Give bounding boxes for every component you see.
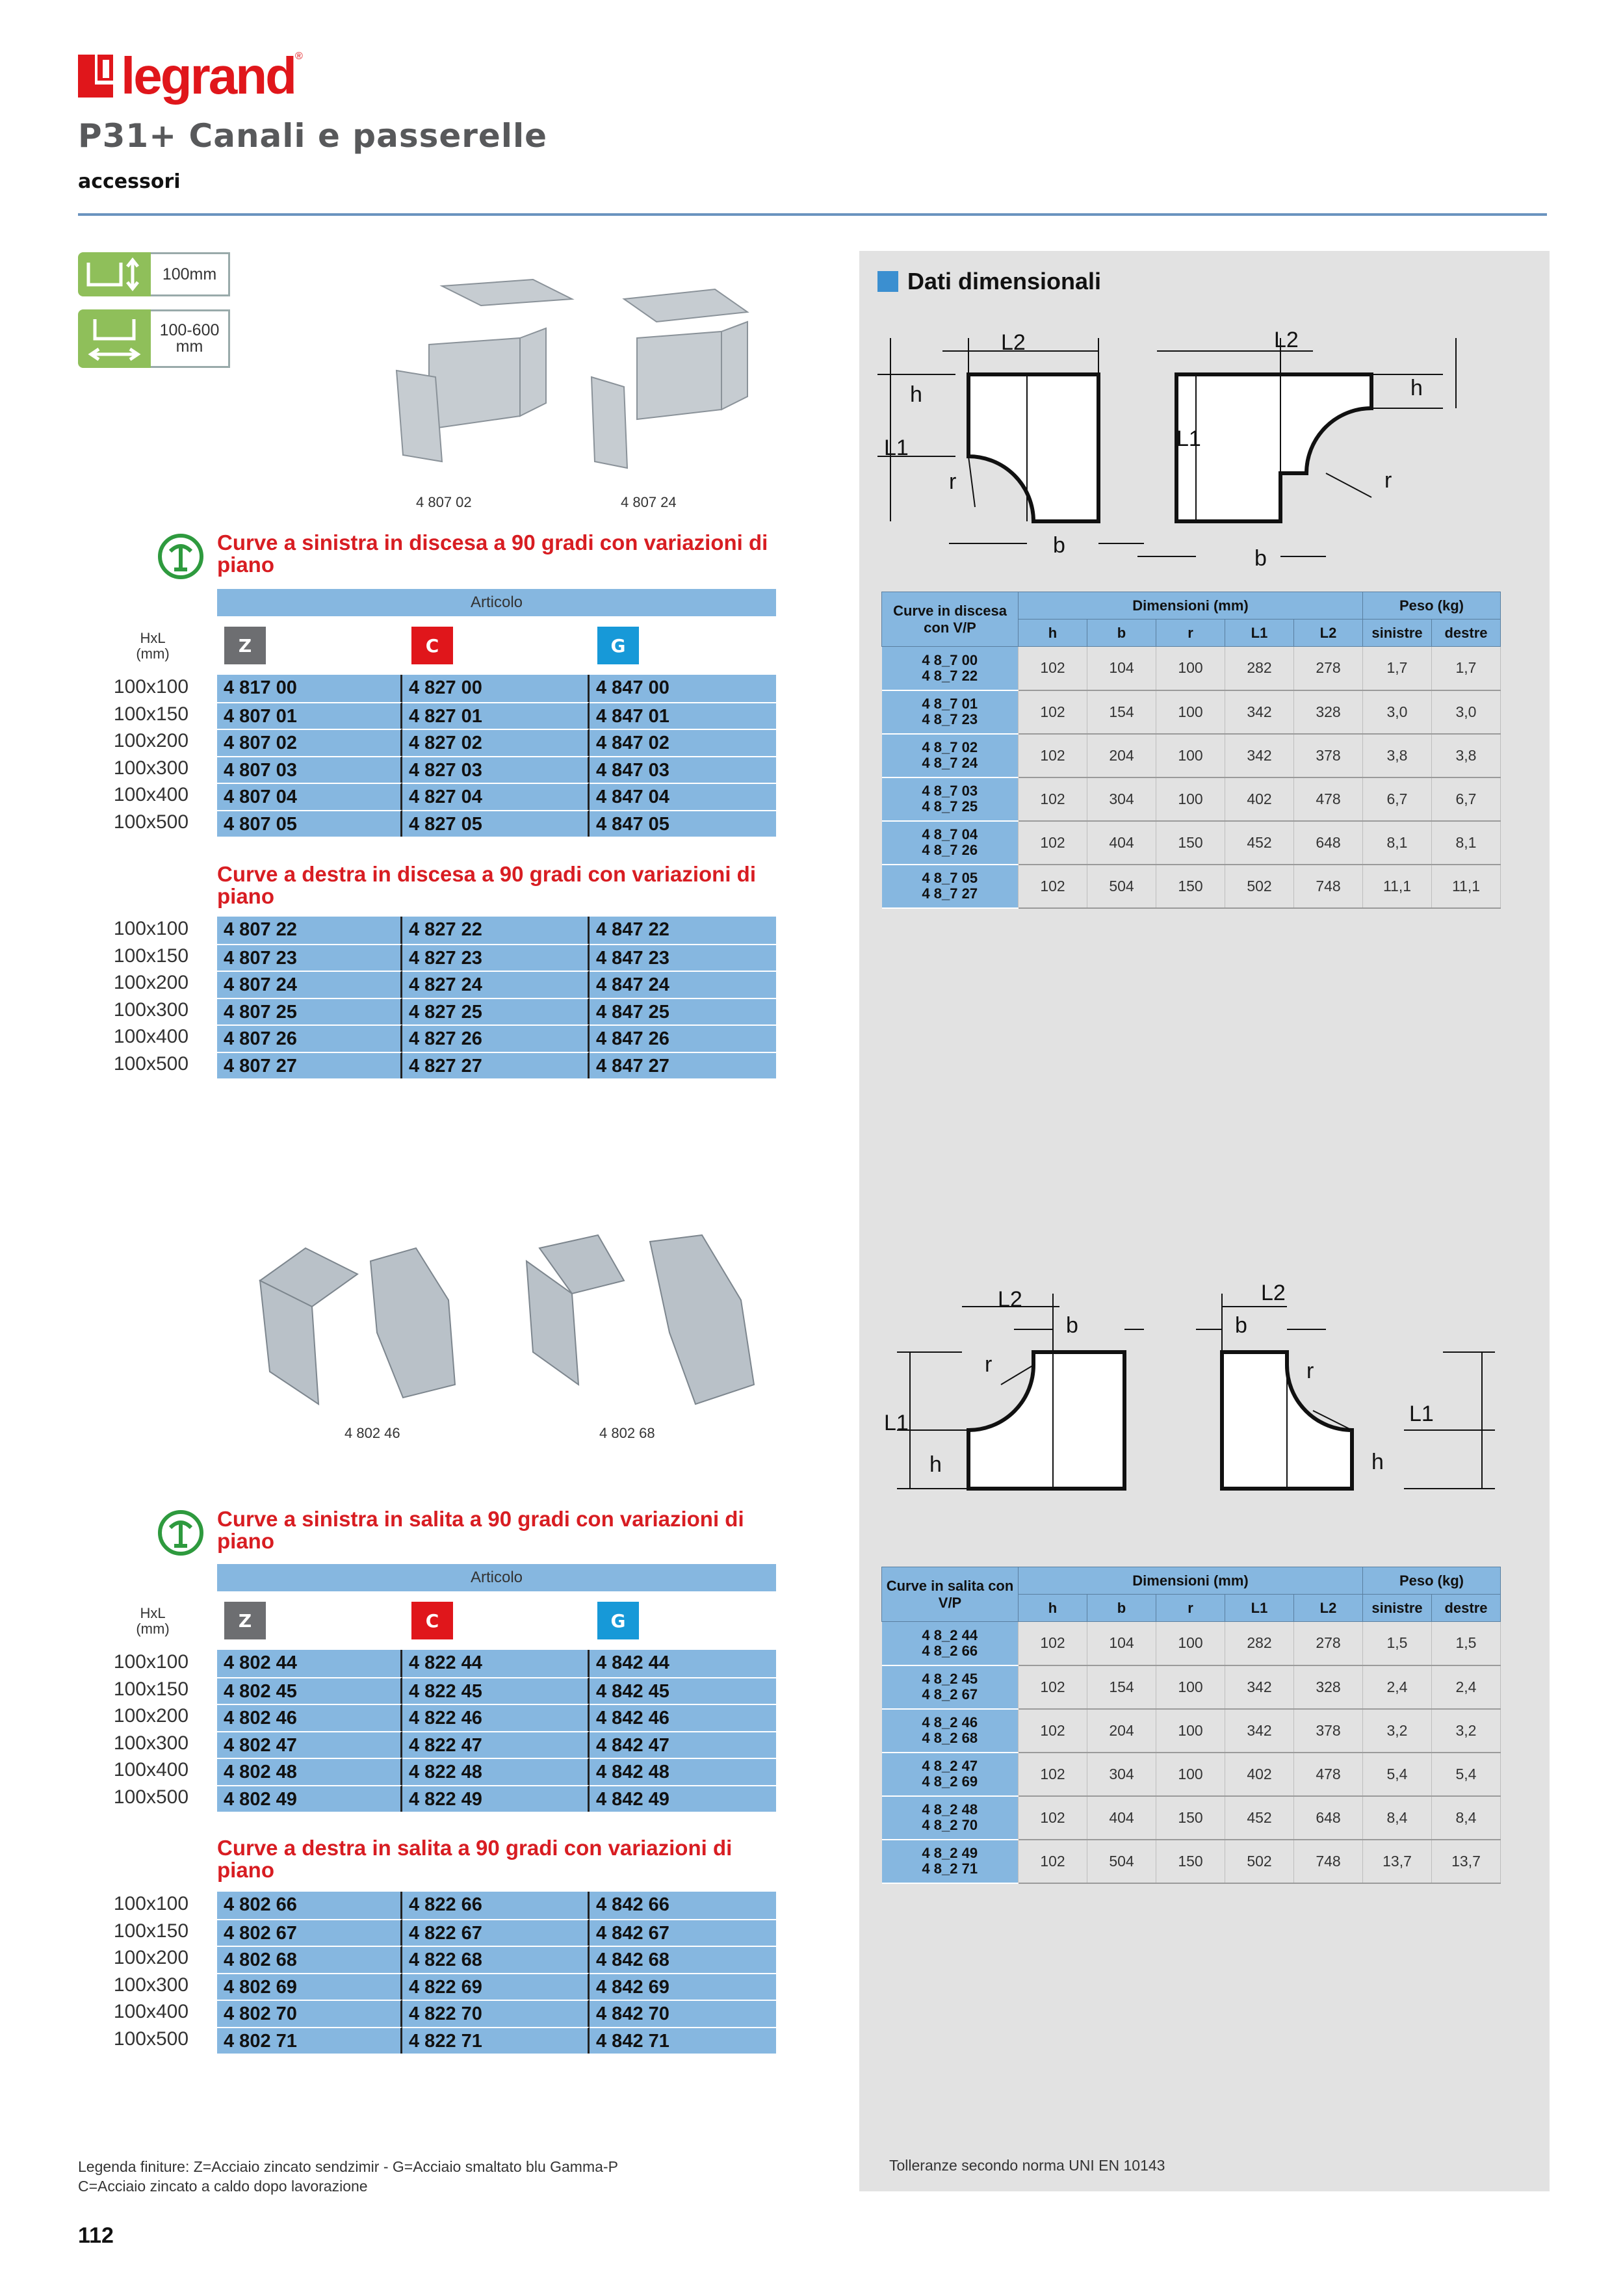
finish-g-badge: G bbox=[597, 1602, 639, 1639]
photo-caption-4-802-68: 4 802 68 bbox=[599, 1425, 655, 1441]
legrand-mark-icon bbox=[78, 55, 113, 98]
dimensions-group-header: Dimensioni (mm) bbox=[1019, 1567, 1363, 1595]
finish-z-badge: Z bbox=[224, 1602, 266, 1639]
table-row: 4 8_7 04 4 8_7 26 102 404 150 452 648 8,1 8,1 bbox=[882, 821, 1501, 865]
svg-text:b: b bbox=[1066, 1313, 1078, 1338]
page-title: P31+ Canali e passerelle bbox=[78, 117, 548, 155]
section-title-left-descent: Curve a sinistra in discesa a 90 gradi con variazioni di piano bbox=[217, 530, 768, 577]
certification-mark-icon bbox=[156, 1508, 205, 1558]
photo-caption-4-807-02: 4 807 02 bbox=[416, 494, 472, 510]
table-row: 4 8_2 47 4 8_2 69 102 304 100 402 478 5,4 5,4 bbox=[882, 1753, 1501, 1796]
svg-text:L1: L1 bbox=[1176, 426, 1201, 451]
table-row: 4 8_7 05 4 8_7 27 102 504 150 502 748 11,1 11,1 bbox=[882, 865, 1501, 908]
tolerance-note: Tolleranze secondo norma UNI EN 10143 bbox=[889, 2157, 1165, 2174]
svg-text:r: r bbox=[985, 1352, 993, 1377]
section-title-right-descent: Curve a destra in discesa a 90 gradi con variazioni di piano bbox=[217, 862, 756, 908]
header-divider bbox=[78, 213, 1547, 216]
svg-text:b: b bbox=[1053, 533, 1065, 558]
product-photo-ascent bbox=[247, 1222, 793, 1424]
finish-legend: Legenda finiture: Z=Acciaio zincato sendzimir - G=Acciaio smaltato blu Gamma-P C=Acciaio zincato a caldo dopo lavorazione bbox=[78, 2158, 618, 2195]
registered-icon: ® bbox=[294, 51, 303, 62]
table-row: 4 8_2 48 4 8_2 70 102 404 150 452 648 8,4 8,4 bbox=[882, 1796, 1501, 1840]
ascent-dimension-table: Curve in salita con V/P Dimensioni (mm) Peso (kg) h b r L1 L2 sinistre destre 4 8_2 44 4 8_2 66 102 104 100 282 278 1,5 1,5 4 8_2 45 4 8_2 67 102 154 100 342 328 2,4 2,4 4 8_2 46 4 8_2 68 102 204 100 342 378 3,2 3,2 4 8_2 47 4 8_2 69 102 304 100 402 478 5,4 5,4 4 8_2 48 4 8_2 70 102 404 150 452 648 8,4 8,4 4 8_2 49 4 8_2 71 102 504 150 502 748 13,7 13,7 bbox=[881, 1567, 1501, 1884]
descent-dimension-diagram bbox=[871, 312, 1534, 585]
photo-caption-4-802-46: 4 802 46 bbox=[344, 1425, 400, 1441]
finish-c-badge: C bbox=[411, 1602, 453, 1639]
table-row: 4 8_2 44 4 8_2 66 102 104 100 282 278 1,5 1,5 bbox=[882, 1622, 1501, 1665]
svg-text:b: b bbox=[1235, 1313, 1247, 1338]
section-title-right-ascent: Curve a destra in salita a 90 gradi con variazioni di piano bbox=[217, 1836, 733, 1882]
section-title-left-ascent: Curve a sinistra in salita a 90 gradi con variazioni di piano bbox=[217, 1507, 744, 1553]
width-badge-label: 100-600 mm bbox=[151, 309, 230, 368]
svg-text:L2: L2 bbox=[1274, 328, 1299, 352]
weight-group-header: Peso (kg) bbox=[1363, 592, 1501, 620]
ascent-dimension-diagram bbox=[871, 1268, 1534, 1528]
width-badge bbox=[78, 309, 230, 368]
svg-text:L1: L1 bbox=[884, 436, 909, 460]
svg-text:h: h bbox=[929, 1452, 942, 1477]
dimensions-group-header: Dimensioni (mm) bbox=[1019, 592, 1363, 620]
product-photo-descent bbox=[383, 273, 786, 488]
descent-dimension-table: Curve in discesa con V/P Dimensioni (mm) Peso (kg) h b r L1 L2 sinistre destre 4 8_7 00 4 8_7 22 102 104 100 282 278 1,7 1,7 4 8_7 01 4 8_7 23 102 154 100 342 328 3,0 3,0 4 8_7 02 4 8_7 24 102 204 100 342 378 3,8 3,8 4 8_7 03 4 8_7 25 102 304 100 402 478 6,7 6,7 4 8_7 04 4 8_7 26 102 404 150 452 648 8,1 8,1 4 8_7 05 4 8_7 27 102 504 150 502 748 11,1 11,1 bbox=[881, 592, 1501, 909]
table-label: Curve in discesa con V/P bbox=[882, 592, 1019, 647]
table-row: 4 8_7 03 4 8_7 25 102 304 100 402 478 6,7 6,7 bbox=[882, 777, 1501, 821]
page-number: 112 bbox=[78, 2223, 114, 2248]
hxl-header: HxL (mm) bbox=[136, 630, 170, 662]
tray-height-icon bbox=[78, 252, 151, 296]
table-row: 4 8_7 00 4 8_7 22 102 104 100 282 278 1,7 1,7 bbox=[882, 647, 1501, 690]
brand-name: legrand bbox=[121, 47, 295, 105]
svg-text:L1: L1 bbox=[1409, 1402, 1434, 1426]
finish-c-badge: C bbox=[411, 627, 453, 664]
table-row: 4 8_2 49 4 8_2 71 102 504 150 502 748 13,7 13,7 bbox=[882, 1840, 1501, 1883]
certification-mark-icon bbox=[156, 532, 205, 581]
svg-text:r: r bbox=[949, 469, 957, 494]
svg-text:h: h bbox=[910, 382, 922, 407]
table-row: 4 8_7 01 4 8_7 23 102 154 100 342 328 3,0 3,0 bbox=[882, 690, 1501, 734]
table-row: 4 8_2 45 4 8_2 67 102 154 100 342 328 2,4 2,4 bbox=[882, 1665, 1501, 1709]
page-subtitle: accessori bbox=[78, 170, 181, 193]
svg-text:r: r bbox=[1384, 468, 1392, 493]
height-badge bbox=[78, 252, 230, 296]
table-row: 4 8_2 46 4 8_2 68 102 204 100 342 378 3,2 3,2 bbox=[882, 1709, 1501, 1753]
svg-text:L2: L2 bbox=[998, 1287, 1022, 1312]
svg-text:b: b bbox=[1254, 546, 1267, 571]
table-label: Curve in salita con V/P bbox=[882, 1567, 1019, 1622]
svg-text:L2: L2 bbox=[1001, 330, 1026, 355]
height-badge-label: 100mm bbox=[151, 252, 230, 296]
tray-width-icon bbox=[78, 309, 151, 368]
legrand-logo bbox=[78, 47, 303, 105]
articolo-header: Articolo bbox=[217, 1564, 776, 1591]
svg-text:h: h bbox=[1371, 1450, 1384, 1474]
table-row: 4 8_7 02 4 8_7 24 102 204 100 342 378 3,8 3,8 bbox=[882, 734, 1501, 777]
square-bullet-icon bbox=[877, 271, 898, 292]
hxl-header: HxL (mm) bbox=[136, 1605, 170, 1637]
svg-text:r: r bbox=[1306, 1359, 1314, 1383]
articolo-header: Articolo bbox=[217, 589, 776, 616]
weight-group-header: Peso (kg) bbox=[1363, 1567, 1501, 1595]
finish-g-badge: G bbox=[597, 627, 639, 664]
svg-text:h: h bbox=[1410, 376, 1423, 400]
panel-title: Dati dimensionali bbox=[877, 268, 1101, 295]
svg-text:L2: L2 bbox=[1261, 1281, 1286, 1305]
svg-text:L1: L1 bbox=[884, 1411, 909, 1435]
finish-z-badge: Z bbox=[224, 627, 266, 664]
photo-caption-4-807-24: 4 807 24 bbox=[621, 494, 677, 510]
